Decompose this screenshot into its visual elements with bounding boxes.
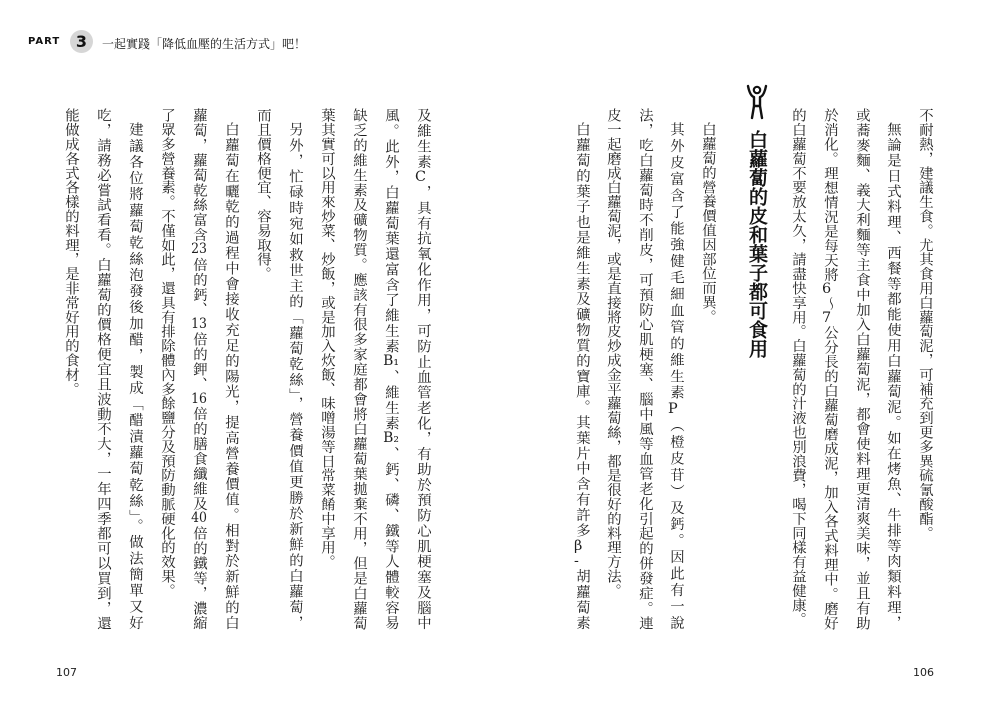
body-column-left-4: 葉其實可以用來炒菜、炒飯，或是加入炊飯、味噌湯等日常菜餚中享用。 xyxy=(319,108,335,569)
part-label: PART xyxy=(28,36,61,47)
body-column-right-10: 白蘿蔔的葉子也是維生素及礦物質的寶庫。其葉片中含有許多β-胡蘿蔔素 xyxy=(574,122,590,630)
body-column-right-6: 白蘿蔔的營養價值因部位而異。 xyxy=(700,122,716,324)
body-column-left-9: 了眾多營養素。不僅如此，還具有排除體內多餘鹽分及預防動脈硬化的效果。 xyxy=(159,108,175,598)
body-column-right-4: 於消化。理想情況是每天將6～7公分長的白蘿蔔磨成泥，加入各式料理中。磨好 xyxy=(822,108,838,630)
page-number-left: 107 xyxy=(56,666,77,679)
body-column-left-10: 建議各位將蘿蔔乾絲泡發後加醋，製成「醋漬蘿蔔乾絲」。做法簡單又好 xyxy=(127,122,143,630)
body-column-right-2: 無論是日式料理、西餐等都能使用白蘿蔔泥。如在烤魚、牛排等肉類料理， xyxy=(885,122,901,630)
body-column-left-1: 及維生素C，具有抗氧化作用，可防止血管老化，有助於預防心肌梗塞及腦中 xyxy=(415,108,431,630)
body-column-left-8: 蘿蔔，蘿蔔乾絲富含23倍的鈣、13倍的鉀、16倍的膳食纖維及40倍的鐵等，濃縮 xyxy=(191,108,207,630)
body-column-left-11: 吃，請務必嘗試看看。白蘿蔔的價格便宜且波動不大，一年四季都可以買到，還 xyxy=(95,108,111,630)
body-column-left-2: 風。此外，白蘿蔔葉還富含了維生素B₁、維生素B₂、鈣、磷、鐵等人體較容易 xyxy=(383,108,399,630)
body-column-right-7: 其外皮富含了能強健毛細血管的維生素P（橙皮苷）及鈣。因此有一說 xyxy=(668,122,684,630)
person-arms-raised-icon xyxy=(745,84,769,120)
body-column-left-6: 而且價格便宜、容易取得。 xyxy=(255,108,271,281)
chapter-title: 一起實踐「降低血壓的生活方式」吧！ xyxy=(102,37,307,51)
body-column-left-5: 另外，忙碌時宛如救世主的「蘿蔔乾絲」，營養價值更勝於新鮮的白蘿蔔， xyxy=(287,122,303,630)
body-column-left-7: 白蘿蔔在曬乾的過程中會接收充足的陽光，提高營養價值。相對於新鮮的白 xyxy=(223,122,239,630)
body-column-right-9: 皮一起磨成白蘿蔔泥，或是直接將皮炒成金平蘿蔔絲，都是很好的料理方法。 xyxy=(605,108,621,598)
body-column-right-1: 不耐熱，建議生食。尤其食用白蘿蔔泥，可補充到更多異硫氰酸酯。 xyxy=(917,108,933,540)
body-column-right-8: 法，吃白蘿蔔時不削皮，可預防心肌梗塞、腦中風等血管老化引起的併發症。連 xyxy=(637,108,653,630)
body-column-left-12: 能做成各式各樣的料理，是非常好用的食材。 xyxy=(63,108,79,396)
part-number-badge: 3 xyxy=(70,30,93,53)
body-column-right-5: 的白蘿蔔不要放太久，請盡快享用。白蘿蔔的汁液也別浪費，喝下同樣有益健康。 xyxy=(790,108,806,627)
body-column-left-3: 缺乏的維生素及礦物質。應該有很多家庭都會將白蘿蔔葉拋棄不用，但是白蘿蔔 xyxy=(351,108,367,630)
page-number-right: 106 xyxy=(913,666,934,679)
body-column-right-3: 或蕎麥麵、義大利麵等主食中加入白蘿蔔泥，都會使料理更清爽美味，並且有助 xyxy=(854,108,870,630)
section-heading: 白蘿蔔的皮和葉子都可食用 xyxy=(746,130,768,358)
